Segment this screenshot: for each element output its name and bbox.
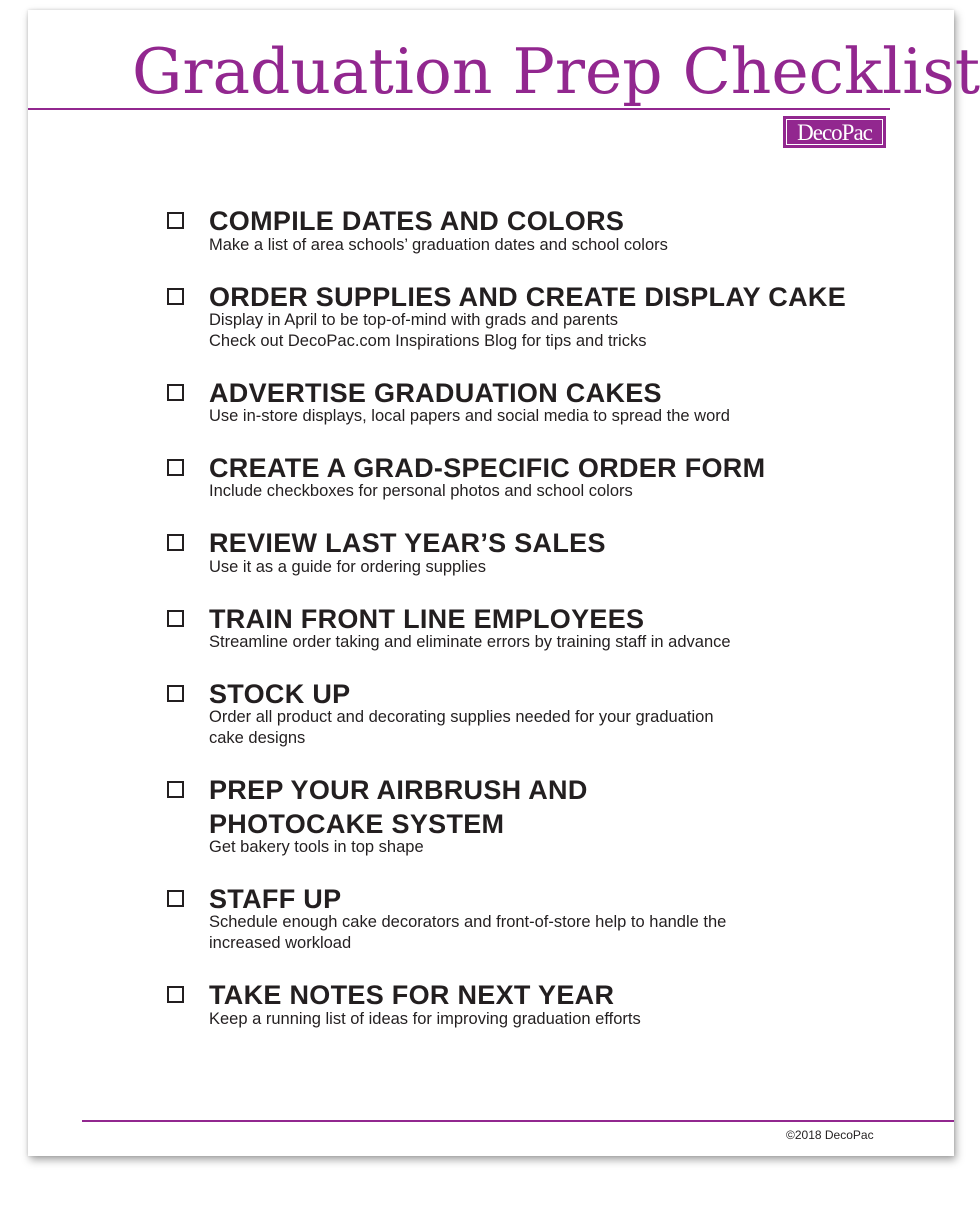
item-description-line: Keep a running list of ideas for improving graduation efforts: [209, 1010, 641, 1028]
item-description: [209, 632, 769, 653]
title-divider: [28, 108, 890, 110]
checklist-page: [28, 10, 980, 1156]
item-description-line: Use in-store displays, local papers and social media to spread the word: [209, 407, 730, 425]
checkbox[interactable]: [167, 288, 184, 305]
item-description-line: Include checkboxes for personal photos and school colors: [209, 482, 633, 500]
checkbox[interactable]: [167, 685, 184, 702]
item-description-line: Get bakery tools in top shape: [209, 838, 424, 856]
item-description-line: Streamline order taking and eliminate errors by training staff in advance: [209, 633, 731, 651]
item-description: [209, 406, 769, 427]
item-title: STAFF UP: [209, 884, 342, 914]
item-title: TRAIN FRONT LINE EMPLOYEES: [209, 604, 645, 634]
item-description: [209, 837, 769, 858]
footer-divider: [82, 1120, 954, 1122]
checkbox[interactable]: [167, 212, 184, 229]
decopac-logo: [783, 116, 886, 148]
checkbox[interactable]: [167, 610, 184, 627]
item-title: STOCK UP: [209, 679, 351, 709]
item-description-line: Display in April to be top-of-mind with grads and parents: [209, 311, 619, 329]
item-description: [209, 707, 769, 749]
item-title: COMPILE DATES AND COLORS: [209, 206, 625, 236]
item-title: PREP YOUR AIRBRUSH AND PHOTOCAKE SYSTEM: [209, 775, 588, 839]
item-title: ADVERTISE GRADUATION CAKES: [209, 378, 662, 408]
item-description-line: cake designs: [209, 729, 306, 747]
item-title: CREATE A GRAD-SPECIFIC ORDER FORM: [209, 453, 766, 483]
item-description: [209, 912, 769, 954]
item-title: REVIEW LAST YEAR’S SALES: [209, 528, 606, 558]
item-description-line: Order all product and decorating supplies needed for your graduation: [209, 708, 714, 726]
item-description: [209, 310, 769, 352]
item-description: [209, 235, 769, 256]
copyright-text: ©2018 DecoPac: [786, 1128, 874, 1142]
page-title: Graduation Prep Checklist: [132, 35, 980, 108]
checkbox[interactable]: [167, 986, 184, 1003]
item-title: ORDER SUPPLIES AND CREATE DISPLAY CAKE: [209, 282, 847, 312]
checkbox[interactable]: [167, 384, 184, 401]
checkbox[interactable]: [167, 459, 184, 476]
item-description-line: Use it as a guide for ordering supplies: [209, 558, 486, 576]
item-title: TAKE NOTES FOR NEXT YEAR: [209, 980, 615, 1010]
item-description: [209, 1009, 769, 1030]
item-description-line: Make a list of area schools’ graduation dates and school colors: [209, 236, 668, 254]
logo-text: DecoPac: [797, 119, 872, 145]
checkbox[interactable]: [167, 781, 184, 798]
checkbox[interactable]: [167, 890, 184, 907]
item-description: [209, 557, 769, 578]
item-description: [209, 481, 769, 502]
item-description-line: Schedule enough cake decorators and front-of-store help to handle the: [209, 913, 727, 931]
item-description-line: Check out DecoPac.com Inspirations Blog for tips and tricks: [209, 332, 647, 350]
checkbox[interactable]: [167, 534, 184, 551]
item-description-line: increased workload: [209, 934, 352, 952]
